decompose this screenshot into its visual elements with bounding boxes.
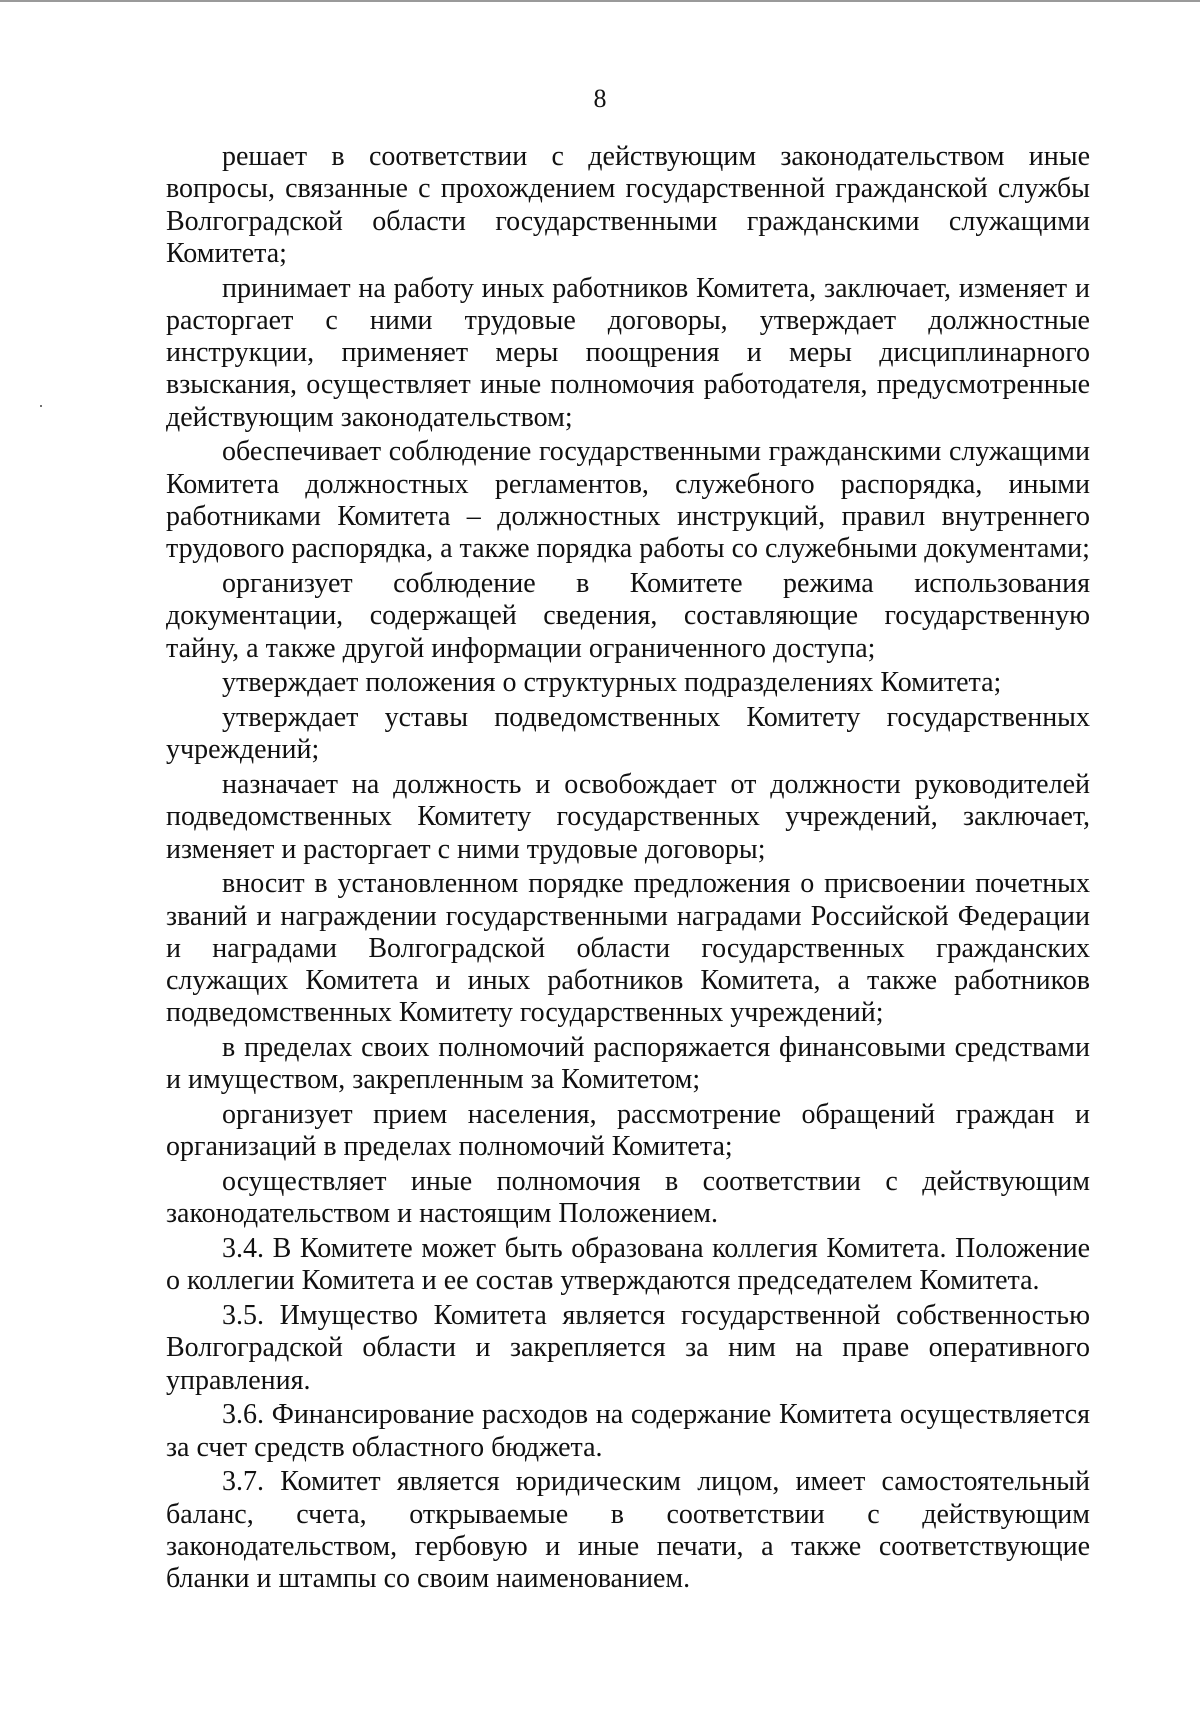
- paragraph: назначает на должность и освобождает от должности руководителей подведомственных Комитету государственных учреждений, заключает, изменяет и расторгает с ними трудовые договоры;: [166, 768, 1090, 865]
- paragraph: 3.5. Имущество Комитета является государственной собственностью Волгоградской области и закрепляется за ним на праве оперативного управления.: [166, 1300, 1090, 1396]
- paragraph: в пределах своих полномочий распоряжается финансовыми средствами и имуществом, закрепленным за Комитетом;: [166, 1032, 1090, 1096]
- paragraph: организует прием населения, рассмотрение обращений граждан и организаций в пределах полномочий Комитета;: [166, 1099, 1090, 1163]
- paragraph: 3.6. Финансирование расходов на содержание Комитета осуществляется за счет средств областного бюджета.: [166, 1399, 1090, 1463]
- paragraph: организует соблюдение в Комитете режима использования документации, содержащей сведения, составляющие государственную тайну, а также другой информации ограниченного доступа;: [166, 568, 1090, 664]
- scan-speck: [40, 405, 42, 407]
- paragraph: утверждает уставы подведомственных Комитету государственных учреждений;: [166, 702, 1090, 766]
- paragraph: обеспечивает соблюдение государственными гражданскими служащими Комитета должностных регламентов, служебного распорядка, иными работниками Комитета – должностных инструкций, правил внутреннего трудового распорядка, а также порядка работы со служебными документами;: [166, 436, 1090, 565]
- paragraph: решает в соответствии с действующим законодательством иные вопросы, связанные с прохождением государственной гражданской службы Волгоградской области государственными гражданскими служащими Комитета;: [166, 141, 1090, 269]
- paragraph: принимает на работу иных работников Комитета, заключает, изменяет и расторгает с ними трудовые договоры, утверждает должностные инструкции, применяет меры поощрения и меры дисциплинарного взыскания, осуществляет иные полномочия работодателя, предусмотренные действующим законодательством;: [166, 272, 1090, 433]
- page-number: 8: [593, 84, 607, 113]
- scan-top-edge: [0, 0, 1200, 2]
- document-body: [166, 141, 1090, 1598]
- paragraph: утверждает положения о структурных подразделениях Комитета;: [222, 667, 1002, 699]
- paragraph: 3.7. Комитет является юридическим лицом, имеет самостоятельный баланс, счета, открываемые в соответствии с действующим законодательством, гербовую и иные печати, а также соответствующие бланки и штампы со своим наименованием.: [166, 1466, 1090, 1595]
- paragraph: осуществляет иные полномочия в соответствии с действующим законодательством и настоящим Положением.: [166, 1166, 1090, 1230]
- paragraph: вносит в установленном порядке предложения о присвоении почетных званий и награждении государственными наградами Российской Федерации и наградами Волгоградской области государственных гражданских служащих Комитета и иных работников Комитета, а также работников подведомственных Комитету государственных учреждений;: [166, 868, 1090, 1029]
- paragraph: 3.4. В Комитете может быть образована коллегия Комитета. Положение о коллегии Комитета и ее состав утверждаются председателем Комитета.: [166, 1233, 1090, 1297]
